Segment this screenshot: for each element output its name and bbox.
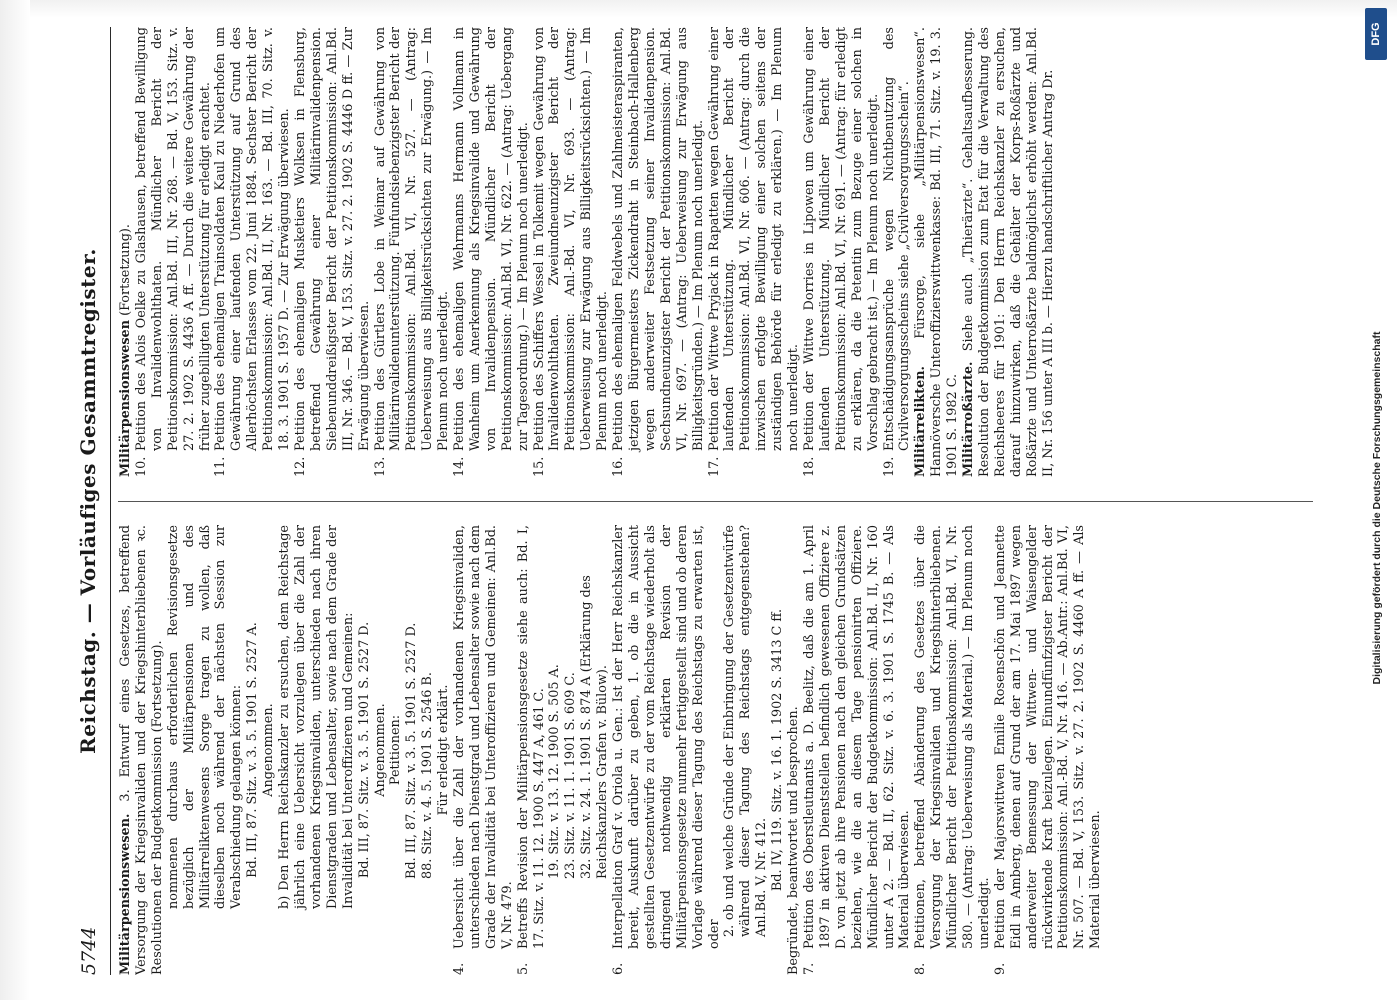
- register-entry: 15. Petition des Schiffers Wessel in Tolkemit wegen Gewährung von Invalidenwohlthaten. Zweiundneunzigster Bericht der Petitionskommission: Anl.-Bd. VI, Nr. 693. — (Antrag: Ueberweisung zur Erwägung aus Billigkeitsrücksichten.) — Im Plenum noch unerledigt.: [531, 27, 611, 477]
- entry-heading: Militärrelikten. Fürsorge, siehe „Militärpensionswesen“. Hannöversche Unteroffizierswittwenkasse: Bd. III, 71. Sitz. v. 19. 3. 1901 S. 1982 C.: [913, 27, 961, 477]
- register-entry: 16. Petition des ehemaligen Feldwebels und Zahlmeisteraspiranten, jetzigen Bürgermeisters Zickendraht in Steinbach-Hallenberg wegen anderweiter Festsetzung seiner Invalidenpension. Sechsundneunzigster Bericht der Petitionskommission: Anl.Bd. VI, Nr. 697. — (Antrag: Ueberweisung zur Erwägung aus Billigkeitsgründen.) — Im Plenum noch unerledigt.: [611, 27, 706, 477]
- entry-number: 13.: [372, 456, 388, 477]
- page-number: 5744: [78, 926, 100, 975]
- entry-number: 6.: [611, 962, 627, 975]
- entry-number: 9.: [992, 962, 1008, 975]
- register-entry: 11. Petition des ehemaligen Trainsoldaten Kaul zu Niederhofen um Gewährung einer laufenden Unterstützung auf Grund des Allerhöchsten Erlasses vom 22. Juni 1884. Sechster Bericht der Petitionskommission: Anl.Bd. II, Nr. 163. — Bd. III, 70. Sitz. v. 18. 3. 1901 S. 1957 D. — Zur Erwägung überwiesen.: [213, 27, 293, 477]
- rotated-register-page: [70, 27, 1330, 975]
- entry-heading: Militärroßärzte. Siehe auch „Thierärzte“. Gehaltsaufbesserung. Resolution der Budgetkommission zum Etat für die Verwaltung des Reichsheeres für 1901: Den Herrn Reichskanzler zu ersuchen, darauf hinzuwirken, daß die Gehälter der Korps-Roßärzte und Roßärzte und Unterroßärzte baldmöglichst erhöht werden: Anl.Bd. II, Nr. 156 unter A III b. — Hierzu handschriftlicher Antrag Dr.: [961, 27, 1056, 477]
- entry-number: 7.: [801, 962, 817, 975]
- running-head: [70, 27, 111, 975]
- status-text: Angenommen.: [372, 703, 388, 797]
- register-entry: 14. Petition des ehemaligen Wehrmanns Hermann Vollmann in Wanheim um Anerkennung als Kriegsinvalide und Gewährung von Invalidenpension. Mündlicher Bericht der Petitionskommission: Anl.Bd. VI, Nr. 622. — (Antrag: Uebergang zur Tagesordnung.) — Im Plenum noch unerledigt.: [452, 27, 531, 477]
- status-text: Angenommen.: [261, 703, 277, 797]
- reference: Bd. III, 87. Sitz. v. 3. 5. 1901 S. 2527 D.: [356, 621, 372, 879]
- register-entry: 9. Petition der Majorswittwen Emilie Rosenschön und Jeannette Eidl in Amberg, denen auf Grund der am 17. Mai 1897 wegen anderweiter Bemessung der Wittwen- und Waisengelder rückwirkende Kraft beizulegen. Einundfünfzigster Bericht der Petitionskommission: Anl.-Bd. V, Nr. 416. — Ab.Antr.: Anl.Bd. VI, Nr. 507. — Bd. V, 153. Sitz. v. 27. 2. 1902 S. 4460 A ff. — Als Material überwiesen.: [992, 525, 1104, 975]
- register-entry: 19. Entschädigungsansprüche wegen Nichtbenutzung des Civilversorgungsscheins siehe „Civilversorgungsschein“.: [881, 27, 913, 477]
- entry-number: 16.: [611, 456, 627, 477]
- petitions-label: Petitionen:: [388, 714, 404, 786]
- dfg-stamp: [1365, 8, 1389, 992]
- running-title: Reichstag. — Vorläufiges Gesammtregister.: [76, 248, 100, 754]
- reference: 19. Sitz. v. 13. 12. 1900 S. 505 A.: [547, 664, 563, 879]
- resolution-text: nommenen durchaus erforderlichen Revisionsgesetze bezüglich der Militärpensionen und des Militärreliktenwesens Sorge tragen zu wollen, daß dieselben noch während der nächsten Session zur Verabschiedung gelangen können:: [165, 525, 245, 909]
- register-entry: 13. Petition des Gürtlers Lobe in Weimar auf Gewährung von Militärinvalidenunterstützung. Fünfundsiebenzigster Bericht der Petitionskommission: Anl.Bd. VI, Nr. 527. — (Antrag: Ueberweisung aus Billigkeitsrücksichten zur Erwägung.) — Im Plenum noch unerledigt.: [372, 27, 452, 477]
- entry-number: 14.: [452, 456, 468, 477]
- scan-edge: [0, 0, 1397, 18]
- entry-text: 2. ob und welche Gründe der Einbringung der Gesetzentwürfe während dieser Tagung des Reichstags entgegenstehen? Anl.Bd. V, Nr. 412.: [722, 525, 770, 937]
- entry-number: 5.: [515, 962, 531, 975]
- reference: 23. Sitz. v. 11. 1. 1901 S. 609 C.: [563, 672, 579, 879]
- register-entry: 8. Petitionen, betreffend Abänderung des Gesetzes über die Versorgung der Kriegsinvaliden und Kriegshinterbliebenen. Mündlicher Bericht der Petitionskommission: Anl.Bd. VI, Nr. 580. — (Antrag: Ueberweisung als Material.) — Im Plenum noch unerledigt.: [913, 525, 992, 975]
- right-column: [118, 27, 1318, 477]
- entry-number: 4.: [452, 962, 468, 975]
- register-entry: 10. Petition des Alois Oelke zu Glashausen, betreffend Bewilligung von Invalidenwohlthaten. Mündlicher Bericht der Petitionskommission: Anl.Bd. III, Nr. 268. — Bd. V, 153. Sitz. v. 27. 2. 1902 S. 4436 A ff. — Durch die weitere Gewährung der früher zugebilligten Unterstützung für erledigt erachtet.: [133, 27, 213, 477]
- status-text: Für erledigt erklärt.: [436, 684, 452, 816]
- register-entry: 6. Interpellation Graf v. Oriola u. Gen.: Ist der Herr Reichskanzler bereit, Auskunft darüber zu geben, 1. ob die in Aussicht gestellten Gesetzentwürfe zu der vom Reichstage wiederholt als dringend nothwendig erklärten Revision der Militärpensionsgesetze nunmehr fertiggestellt sind und ob deren Vorlage während dieser Tagung des Reichstags zu erwarten ist, oder: [611, 525, 722, 975]
- entry-number: 15.: [531, 456, 547, 477]
- reference: 88. Sitz. v. 4. 5. 1901 S. 2546 B.: [420, 672, 436, 879]
- register-entry: 4. Uebersicht über die Zahl der vorhandenen Kriegsinvaliden, unterschieden nach Dienstgrad und Lebensalter sowie nach dem Grade der Invalidität bei Unteroffizieren und Gemeinen: Anl.Bd. V, Nr. 479.: [452, 525, 515, 975]
- entry-number: 17.: [706, 456, 722, 477]
- column-divider: [118, 501, 1313, 502]
- resolution-text: b) Den Herrn Reichskanzler zu ersuchen, dem Reichstage jährlich eine Uebersicht vorzulegen über die Zahl der vorhandenen Kriegsinvaliden, unterschieden nach ihren Dienstgraden und Lebensalter, sowie nach dem Grade der Invalidität bei Unteroffizieren und Gemeinen:: [277, 525, 356, 909]
- entry-heading: Militärpensionswesen (Fortsetzung).: [118, 224, 133, 477]
- entry-number: 8.: [913, 962, 929, 975]
- entry-heading: Militärpensionswesen. 3. Entwurf eines Gesetzes, betreffend Versorgung der Kriegsinvaliden und der Kriegshinterbliebenen ꝛc. Resolutionen der Budgetkommission (Fortsetzung).: [118, 525, 165, 975]
- entry-number: 11.: [213, 456, 229, 477]
- left-column: [118, 525, 1318, 975]
- entry-number: 18.: [801, 456, 817, 477]
- register-entry: 18. Petition der Wittwe Dorries in Lipowen um Gewährung einer laufenden Unterstützung. Mündlicher Bericht der Petitionskommission: Anl.Bd. VI, Nr. 691. — (Antrag: für erledigt zu erklären, da die Petentin zum Bezuge einer solchen in Vorschlag gebracht ist.) — Im Plenum noch unerledigt.: [801, 27, 881, 477]
- entry-number: 12.: [292, 456, 308, 477]
- scan-edge: [0, 0, 30, 1000]
- register-entry: 7. Petition des Oberstleutnants a. D. Beelitz, daß die am 1. April 1897 in aktiven Dienststellen befindlich gewesenen Offiziere z. D. von jetzt ab ihre Pensionen nach den gleichen Grundsätzen beziehen, wie die an diesem Tage pensionirten Offiziere. Mündlicher Bericht der Budgetkommission: Anl.Bd. II, Nr. 160 unter A 2. — Bd. II, 62. Sitz. v. 6. 3. 1901 S. 1745 B. — Als Material überwiesen.: [801, 525, 913, 975]
- register-entry: 5. Betreffs Revision der Militärpensionsgesetze siehe auch: Bd. I, 17. Sitz. v. 11. 12. 1900 S. 447 A, 461 C.: [515, 525, 547, 975]
- entry-number: 19.: [881, 456, 897, 477]
- status-text: Begründet, beantwortet und besprochen.: [786, 706, 802, 975]
- reference: 32. Sitz. v. 24. 1. 1901 S. 874 A (Erklärung des Reichskanzlers Grafen v. Bülow).: [579, 575, 611, 879]
- entry-number: 10.: [133, 456, 149, 477]
- funding-notice: Digitalisierung gefördert durch die Deutsche Forschungsgemeinschaft: [1371, 331, 1383, 685]
- register-entry: 17. Petition der Wittwe Pryjack in Rapatten wegen Gewährung einer laufenden Unterstützung. Mündlicher Bericht der Petitionskommission: Anl.Bd. VI, Nr. 606. — (Antrag: durch die inzwischen erfolgte Bewilligung einer solchen seitens der zuständigen Behörde für erledigt zu erklären.) — Im Plenum noch unerledigt.: [706, 27, 802, 477]
- dfg-logo: DFG: [1365, 8, 1387, 60]
- reference: Bd. III, 87. Sitz. v. 3. 5. 1901 S. 2527 A.: [245, 622, 261, 878]
- register-entry: 12. Petition des ehemaligen Musketiers Wolksen in Flensburg, betreffend Gewährung einer Militärinvalidenpension. Siebenunddreißigster Bericht der Petitionskommission: Anl.Bd. III, Nr. 346. — Bd. V, 153. Sitz. v. 27. 2. 1902 S. 4446 D ff. — Zur Erwägung überwiesen.: [292, 27, 372, 477]
- reference: Bd. III, 87. Sitz. v. 3. 5. 1901 S. 2527 D.: [404, 622, 420, 879]
- reference: Bd. IV, 119. Sitz. v. 16. 1. 1902 S. 3413 C ff.: [770, 608, 786, 892]
